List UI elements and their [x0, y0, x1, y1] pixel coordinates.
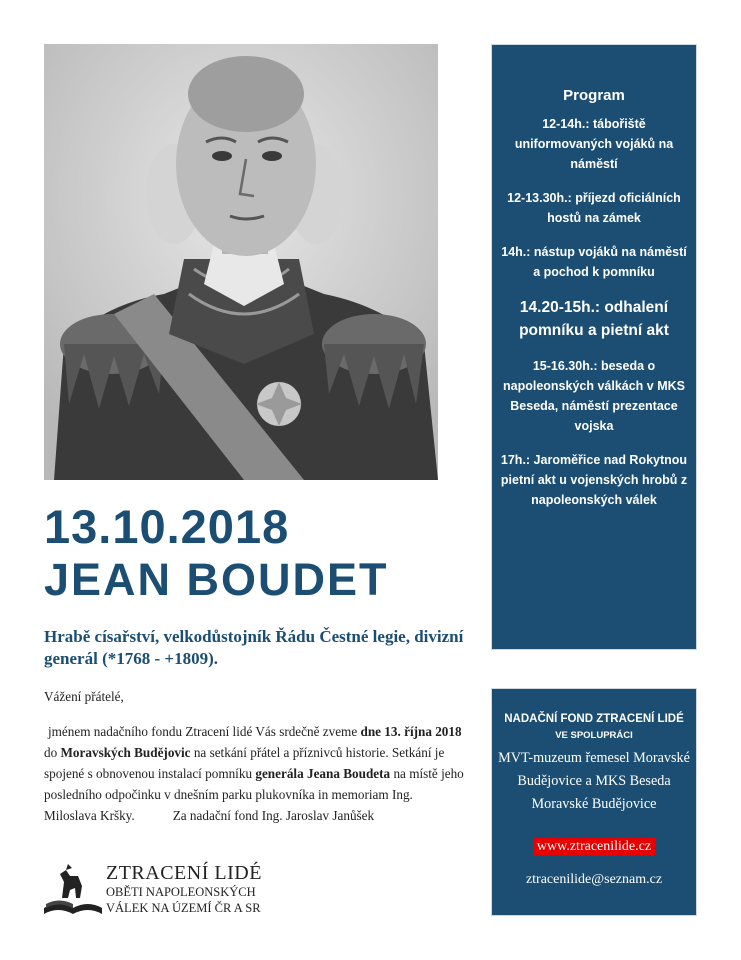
letter-date: dne 13. října 2018: [360, 724, 462, 739]
program-item: 14h.: nástup vojáků na náměstí a pochod k pomníku: [501, 245, 687, 279]
letter-text-3: na setkání přátel a příznivců historie. Setkání je spojené s obnovenou instalací pomníku: [44, 745, 445, 781]
fund-partners: MVT-muzeum řemesel Moravské Budějovice a MKS Beseda Moravské Budějovice: [498, 750, 690, 812]
invitation-letter: [44, 686, 464, 826]
program-title: Program: [563, 87, 625, 104]
fund-panel: [491, 688, 697, 916]
logo-title: ZTRACENÍ LIDÉ: [106, 862, 262, 884]
book-horse-icon: [42, 864, 104, 920]
letter-place: Moravských Budějovic: [60, 745, 191, 760]
program-panel: [491, 44, 697, 650]
event-subtitle: Hrabě císařství, velkodůstojník Řádu Čestné legie, divizní generál (*1768 - +1809).: [44, 627, 464, 668]
program-item: 15-16.30h.: beseda o napoleonských válkách v MKS Beseda, náměstí prezentace vojska: [502, 359, 685, 433]
website-link[interactable]: www.ztracenilide.cz: [533, 838, 655, 856]
event-date: 13.10.2018: [44, 500, 290, 553]
letter-text-1: jménem nadačního fondu Ztracení lidé Vás srdečně zveme: [48, 724, 361, 739]
fund-title: NADAČNÍ FOND ZTRACENÍ LIDÉ: [504, 713, 684, 725]
program-item-highlight: 14.20-15h.: odhalení pomníku a pietní akt: [519, 299, 669, 339]
letter-body: [44, 721, 464, 826]
letter-general: generála Jeana Boudeta: [255, 766, 391, 781]
letter-greeting: Vážení přátelé,: [44, 689, 124, 704]
ztraceni-lide-logo: [42, 862, 302, 924]
fund-subtitle: VE SPOLUPRÁCI: [555, 730, 633, 741]
letter-text-4: na místě jeho posledního odpočinku v dnešním parku plukovníka in memoriam Ing. Miloslava Kršky.: [44, 766, 464, 823]
program-item: 12-14h.: tábořiště uniformovaných vojáků na náměstí: [514, 117, 674, 171]
logo-subtitle-2: VÁLEK NA ÚZEMÍ ČR A SR: [106, 901, 261, 915]
event-name: JEAN BOUDET: [44, 554, 389, 605]
letter-text-2: do: [44, 745, 61, 760]
program-item: 12-13.30h.: příjezd oficiálních hostů na zámek: [507, 191, 681, 225]
letter-signature: Za nadační fond Ing. Jaroslav Janůšek: [172, 808, 375, 823]
portrait-image: [44, 44, 438, 480]
email-address[interactable]: ztracenilide@seznam.cz: [525, 872, 663, 887]
program-item: 17h.: Jaroměřice nad Rokytnou pietní akt u vojenských hrobů z napoleonských válek: [500, 453, 688, 507]
logo-subtitle-1: OBĚTI NAPOLEONSKÝCH: [106, 885, 256, 899]
